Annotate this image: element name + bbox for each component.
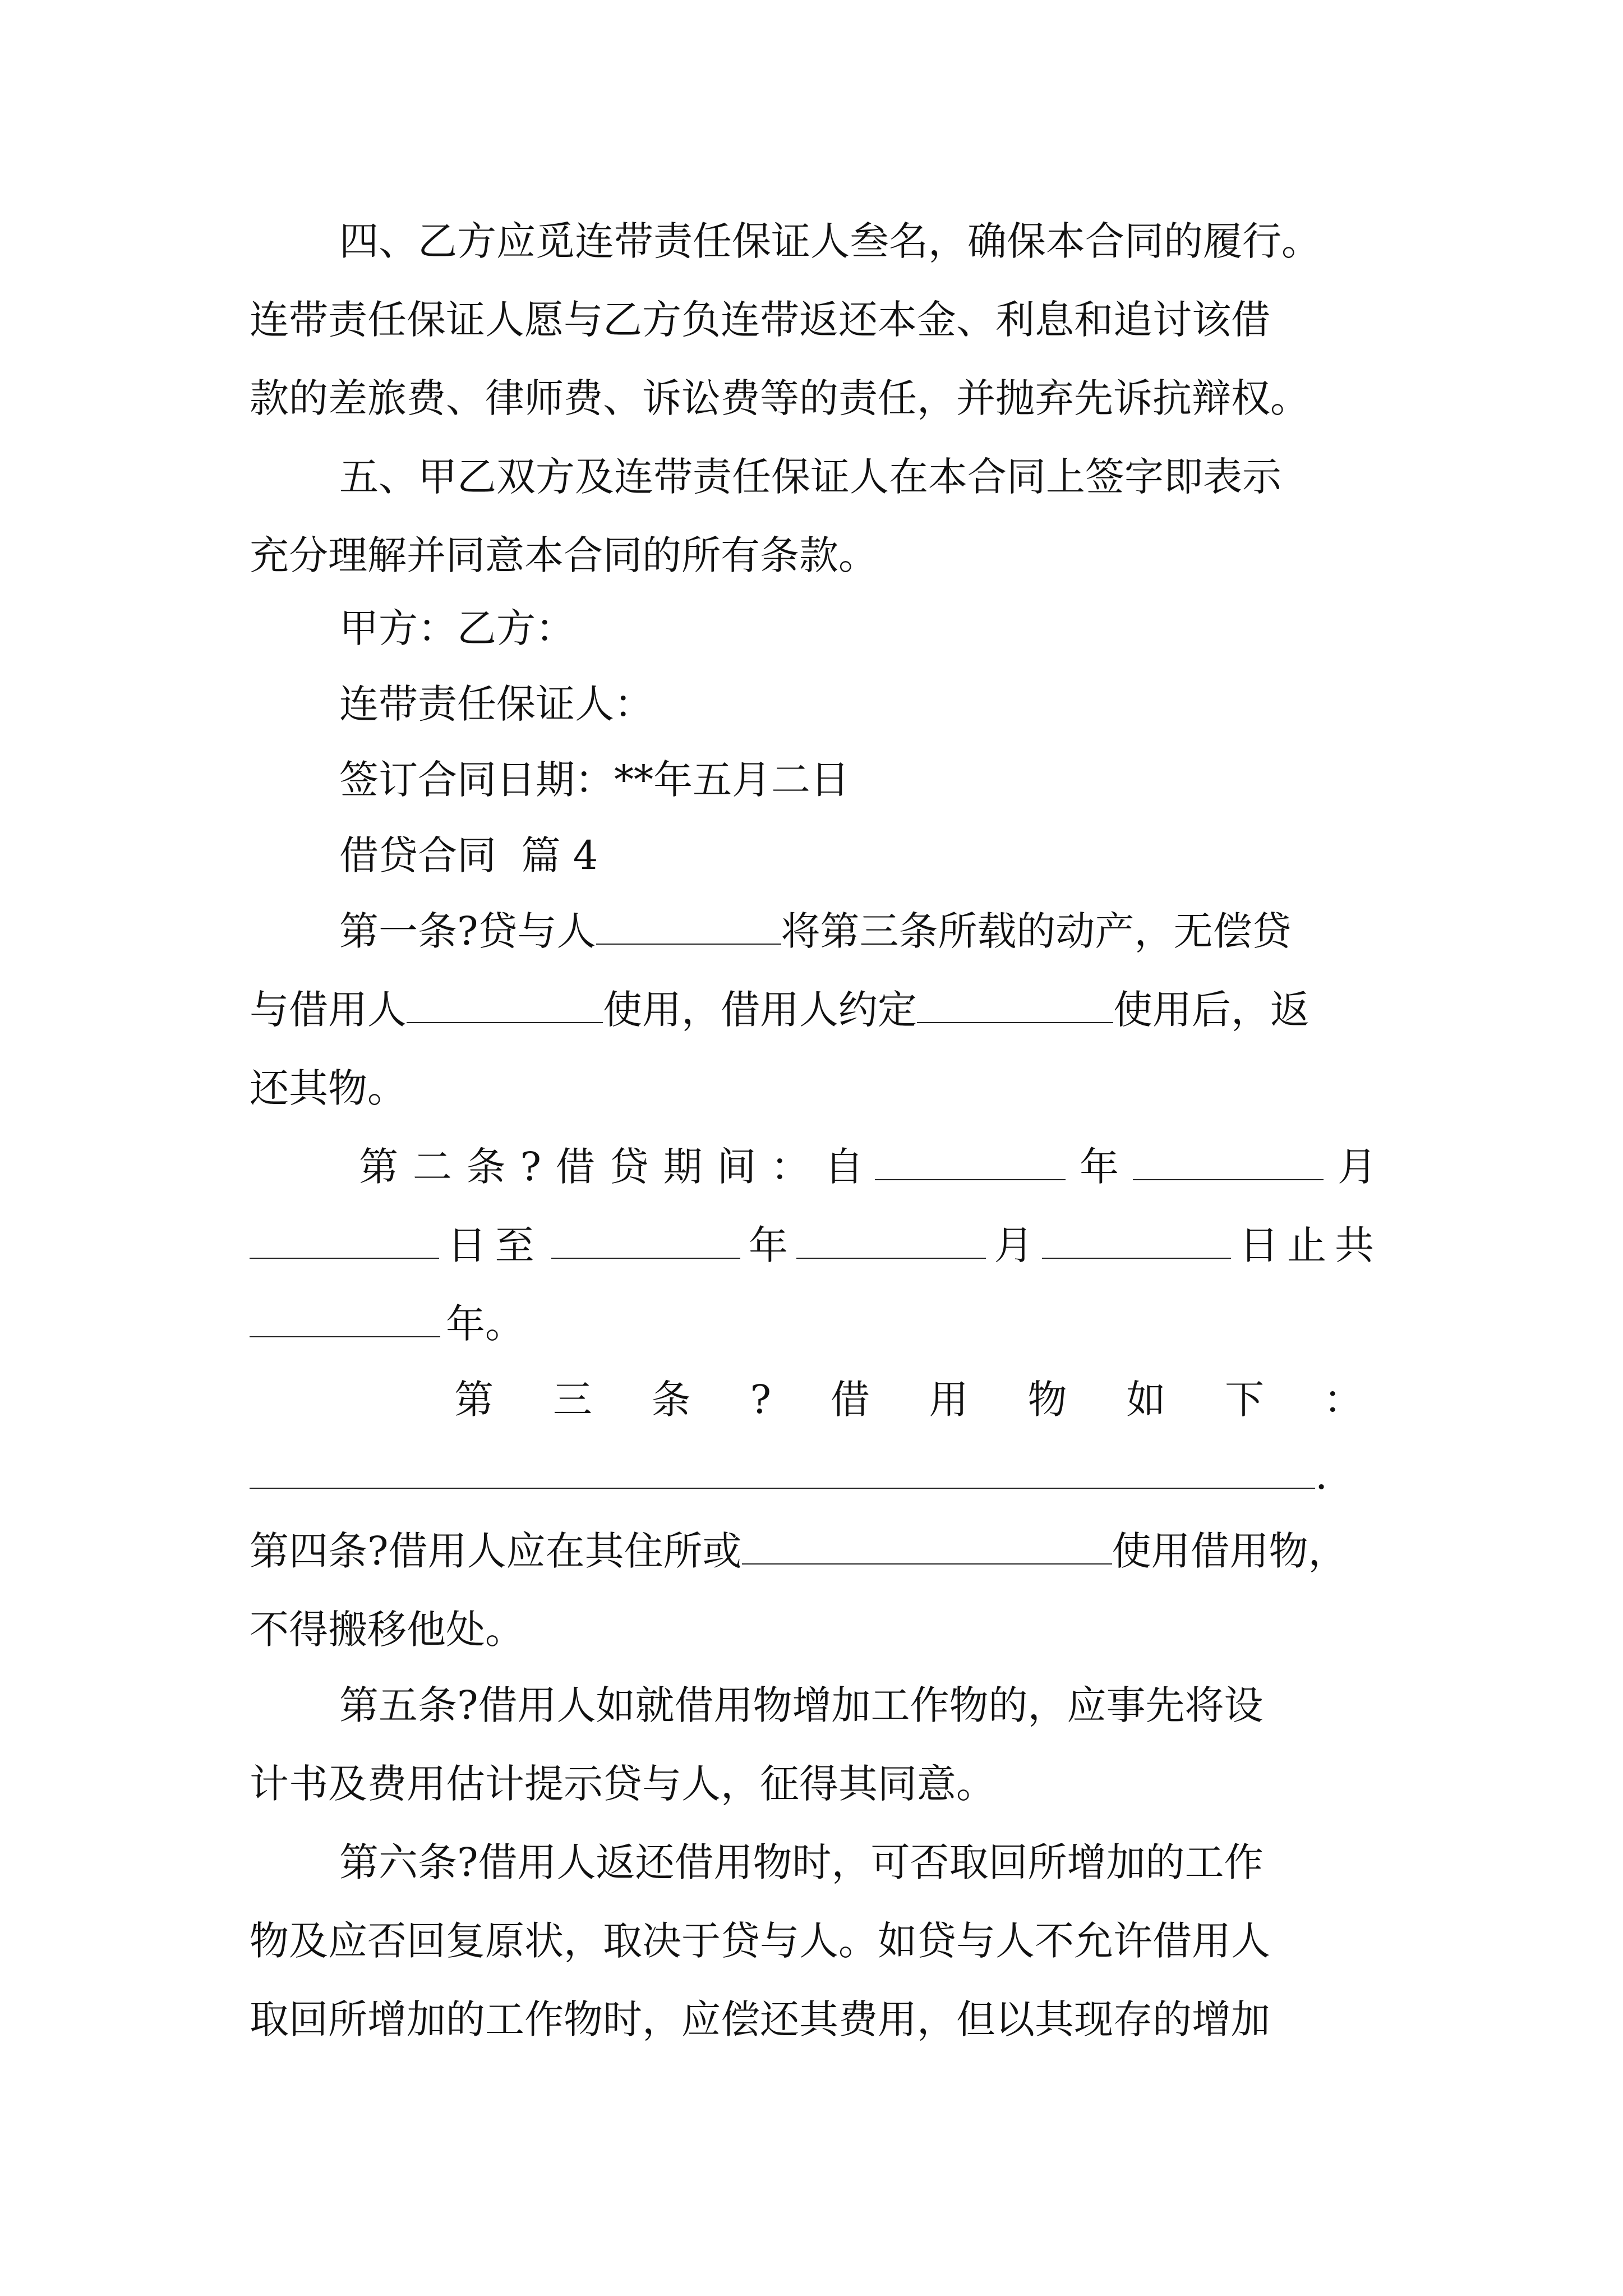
start-day-blank [250, 1221, 439, 1259]
article-1-text-e: 使用后，返 [1113, 987, 1310, 1033]
year-label: 年 [1080, 1144, 1119, 1190]
lender-blank [596, 907, 781, 945]
article-5-line-1: 第五条?借用人如就借用物增加工作物的，应事先将设 [339, 1682, 1264, 1728]
article-1-text-c: 与借用人 [250, 987, 407, 1033]
clause-5-line-1: 五、甲乙双方及连带责任保证人在本合同上签字即表示 [339, 454, 1281, 500]
article-2-label: 第 二 条 ? 借 贷 期 间 ： 自 [359, 1144, 864, 1190]
article-3-line-2 [250, 1447, 1327, 1503]
article-1-text-d: 使用，借用人约定 [603, 987, 917, 1033]
start-month-blank [1133, 1142, 1324, 1180]
article-6-line-2: 物及应否回复原状，取决于贷与人。如贷与人不允许借用人 [250, 1918, 1270, 1964]
clause-4-line-3: 款的差旅费、律师费、诉讼费等的责任，并抛弃先诉抗辩权。 [250, 375, 1310, 421]
signing-date-line: 签订合同日期：**年五月二日 [339, 757, 850, 803]
borrower-blank [407, 985, 603, 1023]
end-month-label: 月 [994, 1222, 1034, 1268]
end-year-label: 年 [749, 1222, 788, 1268]
location-blank [742, 1526, 1112, 1565]
article-4-text-b: 使用借用物， [1112, 1528, 1348, 1574]
day-to-label: 日至 [447, 1222, 543, 1268]
article-4-line-2: 不得搬移他处。 [250, 1607, 524, 1653]
end-day-blank [1042, 1221, 1232, 1259]
article-3-period: . [1315, 1452, 1328, 1498]
article-1-text-b: 将第三条所载的动产，无偿贷 [781, 908, 1292, 954]
article-2-line-1 [359, 1139, 1382, 1195]
contract-heading: 借贷合同 篇 4 [339, 832, 598, 878]
article-1-line-2 [250, 982, 1310, 1038]
article-6-line-1: 第六条?借用人返还借用物时，可否取回所增加的工作 [339, 1839, 1264, 1885]
total-years-blank [250, 1299, 440, 1337]
article-1-line-1 [339, 903, 1292, 959]
article-1-text-a: 第一条?贷与人 [339, 908, 596, 954]
clause-4-line-1: 四、乙方应觅连带责任保证人叁名，确保本合同的履行。 [339, 218, 1321, 264]
end-year-blank [551, 1221, 741, 1259]
total-years-label: 年。 [446, 1301, 524, 1347]
clause-5-line-2: 充分理解并同意本合同的所有条款。 [250, 532, 878, 578]
article-1-line-3: 还其物。 [250, 1065, 407, 1111]
day-total-label: 日止共 [1239, 1222, 1382, 1268]
month-label: 月 [1338, 1144, 1377, 1190]
article-2-line-2 [250, 1217, 1382, 1273]
start-year-blank [875, 1142, 1066, 1180]
article-2-line-3 [250, 1296, 524, 1352]
article-4-line-1 [250, 1523, 1348, 1579]
article-4-text-a: 第四条?借用人应在其住所或 [250, 1528, 742, 1574]
clause-4-line-2: 连带责任保证人愿与乙方负连带返还本金、利息和追讨该借 [250, 297, 1270, 343]
party-signature-line: 甲方：乙方： [339, 605, 575, 651]
usage-blank [917, 985, 1113, 1023]
article-6-line-3: 取回所增加的工作物时，应偿还其费用，但以其现存的增加 [250, 1996, 1270, 2042]
article-3-line-1: 第 三 条 ? 借 用 物 如 下 ： [454, 1377, 1363, 1423]
end-month-blank [796, 1221, 986, 1259]
borrowed-items-blank [250, 1451, 1315, 1489]
article-5-line-2: 计书及费用估计提示贷与人，征得其同意。 [250, 1761, 995, 1807]
guarantor-signature-line: 连带责任保证人： [339, 681, 653, 727]
